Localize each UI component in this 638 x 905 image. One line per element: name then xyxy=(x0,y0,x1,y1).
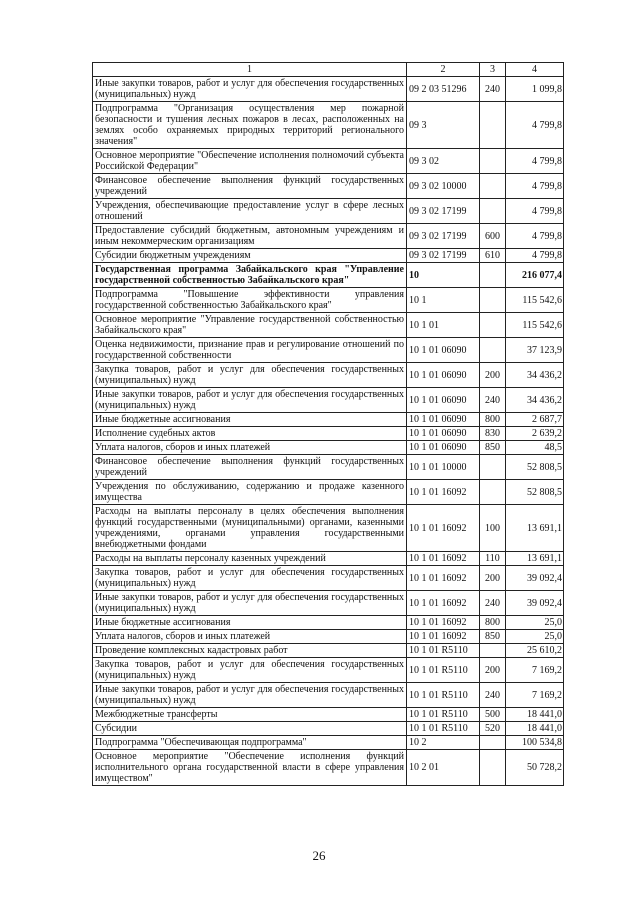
row-type-cell xyxy=(480,644,506,658)
row-name-cell: Исполнение судебных актов xyxy=(93,427,407,441)
header-col-1: 1 xyxy=(93,63,407,77)
table-row xyxy=(93,249,564,263)
row-amount-cell: 4 799,8 xyxy=(506,102,564,149)
row-name-cell: Уплата налогов, сборов и иных платежей xyxy=(93,441,407,455)
row-name-cell: Подпрограмма "Организация осуществления мер пожарной безопасности и тушения лесных пожаров в лесах, расположенных на землях особо охраняемых природных территорий регионального значения" xyxy=(93,102,407,149)
row-amount-cell: 4 799,8 xyxy=(506,249,564,263)
row-type-cell: 500 xyxy=(480,708,506,722)
row-name-cell: Закупка товаров, работ и услуг для обеспечения государственных (муниципальных) нужд xyxy=(93,658,407,683)
row-code-cell: 10 1 01 xyxy=(407,313,480,338)
row-amount-cell: 4 799,8 xyxy=(506,224,564,249)
row-code-cell: 09 3 02 10000 xyxy=(407,174,480,199)
row-code-cell: 09 3 02 17199 xyxy=(407,224,480,249)
row-code-cell: 10 1 01 16092 xyxy=(407,552,480,566)
row-code-cell: 10 2 01 xyxy=(407,750,480,786)
table-row xyxy=(93,505,564,552)
header-col-2: 2 xyxy=(407,63,480,77)
table-row xyxy=(93,644,564,658)
table-row xyxy=(93,288,564,313)
row-name-cell: Закупка товаров, работ и услуг для обеспечения государственных (муниципальных) нужд xyxy=(93,363,407,388)
row-code-cell: 10 xyxy=(407,263,480,288)
row-type-cell xyxy=(480,736,506,750)
row-type-cell: 520 xyxy=(480,722,506,736)
table-row xyxy=(93,708,564,722)
row-type-cell: 240 xyxy=(480,683,506,708)
row-amount-cell: 4 799,8 xyxy=(506,174,564,199)
table-header-row xyxy=(93,63,564,77)
row-type-cell xyxy=(480,102,506,149)
row-code-cell: 10 1 xyxy=(407,288,480,313)
row-name-cell: Финансовое обеспечение выполнения функций государственных учреждений xyxy=(93,455,407,480)
row-code-cell: 10 1 01 16092 xyxy=(407,505,480,552)
row-code-cell: 10 1 01 R5110 xyxy=(407,658,480,683)
table-row xyxy=(93,480,564,505)
row-amount-cell: 37 123,9 xyxy=(506,338,564,363)
row-name-cell: Финансовое обеспечение выполнения функций государственных учреждений xyxy=(93,174,407,199)
row-type-cell: 200 xyxy=(480,363,506,388)
row-amount-cell: 39 092,4 xyxy=(506,566,564,591)
row-name-cell: Предоставление субсидий бюджетным, автономным учреждениям и иным некоммерческим организациям xyxy=(93,224,407,249)
row-type-cell xyxy=(480,199,506,224)
row-type-cell: 600 xyxy=(480,224,506,249)
row-name-cell: Межбюджетные трансферты xyxy=(93,708,407,722)
row-code-cell: 10 1 01 16092 xyxy=(407,566,480,591)
table-row xyxy=(93,102,564,149)
row-amount-cell: 1 099,8 xyxy=(506,77,564,102)
row-type-cell xyxy=(480,338,506,363)
row-amount-cell: 115 542,6 xyxy=(506,288,564,313)
row-code-cell: 10 1 01 R5110 xyxy=(407,708,480,722)
table-row xyxy=(93,413,564,427)
row-type-cell: 240 xyxy=(480,77,506,102)
row-amount-cell: 7 169,2 xyxy=(506,658,564,683)
table-row xyxy=(93,566,564,591)
row-type-cell: 800 xyxy=(480,616,506,630)
row-amount-cell: 216 077,4 xyxy=(506,263,564,288)
row-name-cell: Иные бюджетные ассигнования xyxy=(93,413,407,427)
table-row xyxy=(93,263,564,288)
row-type-cell xyxy=(480,288,506,313)
row-amount-cell: 4 799,8 xyxy=(506,199,564,224)
row-amount-cell: 25,0 xyxy=(506,616,564,630)
table-row xyxy=(93,658,564,683)
table-row xyxy=(93,683,564,708)
table-row xyxy=(93,591,564,616)
row-name-cell: Расходы на выплаты персоналу в целях обеспечения выполнения функций государственными (муниципальными) органами, казенными учреждениями, органами управления государственными внебюджетными фондами xyxy=(93,505,407,552)
budget-table xyxy=(92,62,564,786)
row-name-cell: Государственная программа Забайкальского края "Управление государственной собственностью Забайкальского края" xyxy=(93,263,407,288)
table-row xyxy=(93,363,564,388)
row-type-cell: 100 xyxy=(480,505,506,552)
table-row xyxy=(93,224,564,249)
page-number: 26 xyxy=(312,848,326,863)
row-code-cell: 09 3 02 xyxy=(407,149,480,174)
row-code-cell: 09 3 02 17199 xyxy=(407,249,480,263)
row-amount-cell: 34 436,2 xyxy=(506,388,564,413)
row-amount-cell: 115 542,6 xyxy=(506,313,564,338)
row-code-cell: 10 1 01 06090 xyxy=(407,388,480,413)
table-row xyxy=(93,616,564,630)
row-type-cell xyxy=(480,174,506,199)
table-row xyxy=(93,441,564,455)
row-code-cell: 10 1 01 16092 xyxy=(407,591,480,616)
row-code-cell: 10 1 01 06090 xyxy=(407,427,480,441)
table-row xyxy=(93,722,564,736)
row-type-cell: 240 xyxy=(480,388,506,413)
row-amount-cell: 50 728,2 xyxy=(506,750,564,786)
table-row xyxy=(93,199,564,224)
row-type-cell xyxy=(480,263,506,288)
table-row xyxy=(93,736,564,750)
row-amount-cell: 52 808,5 xyxy=(506,480,564,505)
table-row xyxy=(93,427,564,441)
row-code-cell: 10 1 01 10000 xyxy=(407,455,480,480)
row-type-cell xyxy=(480,750,506,786)
table-row xyxy=(93,313,564,338)
row-amount-cell: 2 687,7 xyxy=(506,413,564,427)
row-type-cell: 800 xyxy=(480,413,506,427)
row-code-cell: 10 1 01 16092 xyxy=(407,616,480,630)
row-name-cell: Проведение комплексных кадастровых работ xyxy=(93,644,407,658)
row-type-cell xyxy=(480,149,506,174)
row-amount-cell: 13 691,1 xyxy=(506,552,564,566)
row-code-cell: 10 1 01 06090 xyxy=(407,413,480,427)
row-amount-cell: 18 441,0 xyxy=(506,708,564,722)
row-name-cell: Субсидии бюджетным учреждениям xyxy=(93,249,407,263)
row-amount-cell: 4 799,8 xyxy=(506,149,564,174)
row-name-cell: Субсидии xyxy=(93,722,407,736)
row-code-cell: 10 1 01 R5110 xyxy=(407,722,480,736)
table-row xyxy=(93,174,564,199)
row-code-cell: 10 1 01 06090 xyxy=(407,441,480,455)
row-amount-cell: 2 639,2 xyxy=(506,427,564,441)
row-code-cell: 10 1 01 16092 xyxy=(407,630,480,644)
table-row xyxy=(93,338,564,363)
row-amount-cell: 18 441,0 xyxy=(506,722,564,736)
row-type-cell: 610 xyxy=(480,249,506,263)
row-name-cell: Основное мероприятие "Обеспечение исполнения полномочий субъекта Российской Федерации" xyxy=(93,149,407,174)
row-amount-cell: 25 610,2 xyxy=(506,644,564,658)
row-type-cell: 850 xyxy=(480,441,506,455)
row-code-cell: 09 3 xyxy=(407,102,480,149)
row-code-cell: 10 1 01 06090 xyxy=(407,338,480,363)
row-name-cell: Подпрограмма "Обеспечивающая подпрограмма" xyxy=(93,736,407,750)
row-type-cell: 110 xyxy=(480,552,506,566)
row-code-cell: 10 1 01 06090 xyxy=(407,363,480,388)
row-code-cell: 10 2 xyxy=(407,736,480,750)
table-row xyxy=(93,149,564,174)
row-amount-cell: 52 808,5 xyxy=(506,455,564,480)
row-name-cell: Оценка недвижимости, признание прав и регулирование отношений по государственной собственности xyxy=(93,338,407,363)
table-row xyxy=(93,750,564,786)
row-name-cell: Основное мероприятие "Управление государственной собственностью Забайкальского края" xyxy=(93,313,407,338)
row-name-cell: Закупка товаров, работ и услуг для обеспечения государственных (муниципальных) нужд xyxy=(93,566,407,591)
row-type-cell: 240 xyxy=(480,591,506,616)
row-name-cell: Учреждения, обеспечивающие предоставление услуг в сфере лесных отношений xyxy=(93,199,407,224)
row-type-cell: 200 xyxy=(480,566,506,591)
row-code-cell: 10 1 01 R5110 xyxy=(407,683,480,708)
table-row xyxy=(93,77,564,102)
row-amount-cell: 7 169,2 xyxy=(506,683,564,708)
row-name-cell: Учреждения по обслуживанию, содержанию и продаже казенного имущества xyxy=(93,480,407,505)
row-type-cell xyxy=(480,480,506,505)
table-row xyxy=(93,455,564,480)
row-amount-cell: 34 436,2 xyxy=(506,363,564,388)
row-amount-cell: 39 092,4 xyxy=(506,591,564,616)
row-name-cell: Расходы на выплаты персоналу казенных учреждений xyxy=(93,552,407,566)
row-name-cell: Иные закупки товаров, работ и услуг для обеспечения государственных (муниципальных) нужд xyxy=(93,683,407,708)
row-type-cell: 200 xyxy=(480,658,506,683)
row-amount-cell: 100 534,8 xyxy=(506,736,564,750)
row-name-cell: Подпрограмма "Повышение эффективности управления государственной собственностью Забайкальского края" xyxy=(93,288,407,313)
row-type-cell: 830 xyxy=(480,427,506,441)
row-code-cell: 09 2 03 51296 xyxy=(407,77,480,102)
table-row xyxy=(93,388,564,413)
row-name-cell: Уплата налогов, сборов и иных платежей xyxy=(93,630,407,644)
table-row xyxy=(93,552,564,566)
header-col-4: 4 xyxy=(506,63,564,77)
row-name-cell: Иные закупки товаров, работ и услуг для обеспечения государственных (муниципальных) нужд xyxy=(93,591,407,616)
row-type-cell xyxy=(480,313,506,338)
row-name-cell: Иные закупки товаров, работ и услуг для обеспечения государственных (муниципальных) нужд xyxy=(93,77,407,102)
header-col-3: 3 xyxy=(480,63,506,77)
row-amount-cell: 48,5 xyxy=(506,441,564,455)
row-type-cell: 850 xyxy=(480,630,506,644)
row-name-cell: Иные закупки товаров, работ и услуг для обеспечения государственных (муниципальных) нужд xyxy=(93,388,407,413)
row-amount-cell: 25,0 xyxy=(506,630,564,644)
row-type-cell xyxy=(480,455,506,480)
row-code-cell: 09 3 02 17199 xyxy=(407,199,480,224)
row-name-cell: Основное мероприятие "Обеспечение исполнения функций исполнительного органа государственной власти в сфере управления имуществом" xyxy=(93,750,407,786)
row-code-cell: 10 1 01 R5110 xyxy=(407,644,480,658)
row-amount-cell: 13 691,1 xyxy=(506,505,564,552)
row-code-cell: 10 1 01 16092 xyxy=(407,480,480,505)
row-name-cell: Иные бюджетные ассигнования xyxy=(93,616,407,630)
table-row xyxy=(93,630,564,644)
